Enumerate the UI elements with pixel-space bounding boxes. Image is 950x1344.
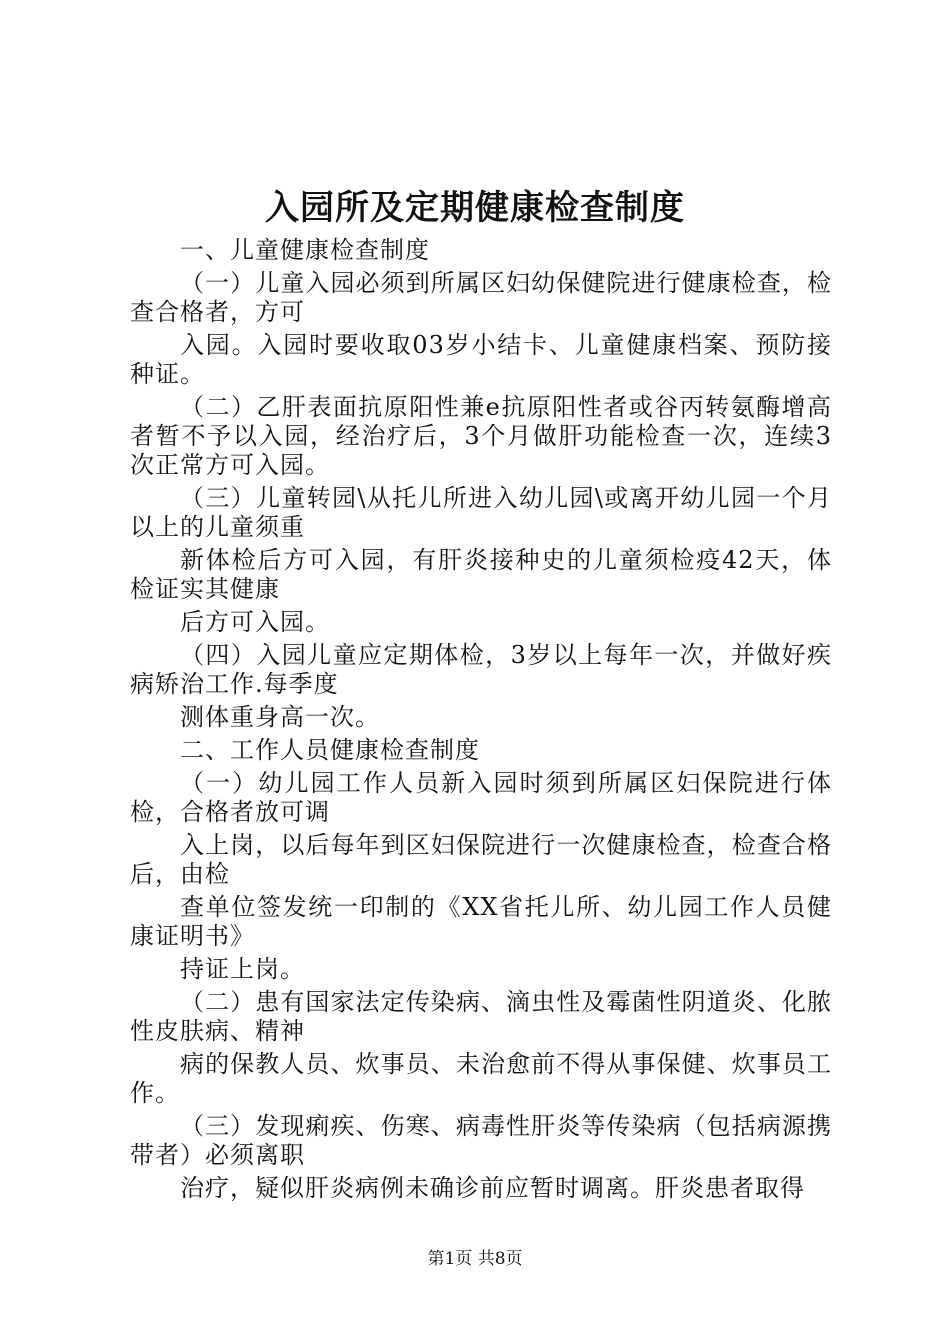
paragraph: 持证上岗。 <box>180 955 305 983</box>
paragraph: （三）儿童转园\从托儿所进入幼儿园\或离开幼儿园一个月以上的儿童须重 <box>130 484 832 541</box>
document-title: 入园所及定期健康检查制度 <box>265 188 685 228</box>
section-heading-1: 一、儿童健康检查制度 <box>180 236 430 264</box>
section-heading-2: 二、工作人员健康检查制度 <box>180 736 480 764</box>
paragraph: 治疗，疑似肝炎病例未确诊前应暂时调离。肝炎患者取得 <box>180 1174 805 1202</box>
paragraph: （一）幼儿园工作人员新入园时须到所属区妇保院进行体检，合格者放可调 <box>130 769 832 826</box>
paragraph: （四）入园儿童应定期体检，3岁以上每年一次，并做好疾病矫治工作.每季度 <box>130 641 832 698</box>
paragraph: 测体重身高一次。 <box>180 703 380 731</box>
paragraph: 入园。入园时要收取03岁小结卡、儿童健康档案、预防接种证。 <box>130 331 832 388</box>
page-footer: 第1页 共8页 <box>427 1249 523 1269</box>
paragraph: 查单位签发统一印制的《XX省托儿所、幼儿园工作人员健康证明书》 <box>130 893 832 950</box>
document-body <box>130 236 832 1207</box>
paragraph: （三）发现痢疾、伤寒、病毒性肝炎等传染病（包括病源携带者）必须离职 <box>130 1112 832 1169</box>
paragraph: 后方可入园。 <box>180 608 330 636</box>
paragraph: 新体检后方可入园，有肝炎接种史的儿童须检疫42天，体检证实其健康 <box>130 546 832 603</box>
paragraph: （二）患有国家法定传染病、滴虫性及霉菌性阴道炎、化脓性皮肤病、精神 <box>130 988 832 1045</box>
paragraph: （二）乙肝表面抗原阳性兼e抗原阳性者或谷丙转氨酶增高者暂不予以入园，经治疗后，3个月做肝功能检查一次，连续3次正常方可入园。 <box>130 393 832 479</box>
paragraph: 入上岗，以后每年到区妇保院进行一次健康检查，检查合格后，由检 <box>130 831 832 888</box>
paragraph: 病的保教人员、炊事员、未治愈前不得从事保健、炊事员工作。 <box>130 1050 832 1107</box>
paragraph: （一）儿童入园必须到所属区妇幼保健院进行健康检查，检查合格者，方可 <box>130 269 832 326</box>
